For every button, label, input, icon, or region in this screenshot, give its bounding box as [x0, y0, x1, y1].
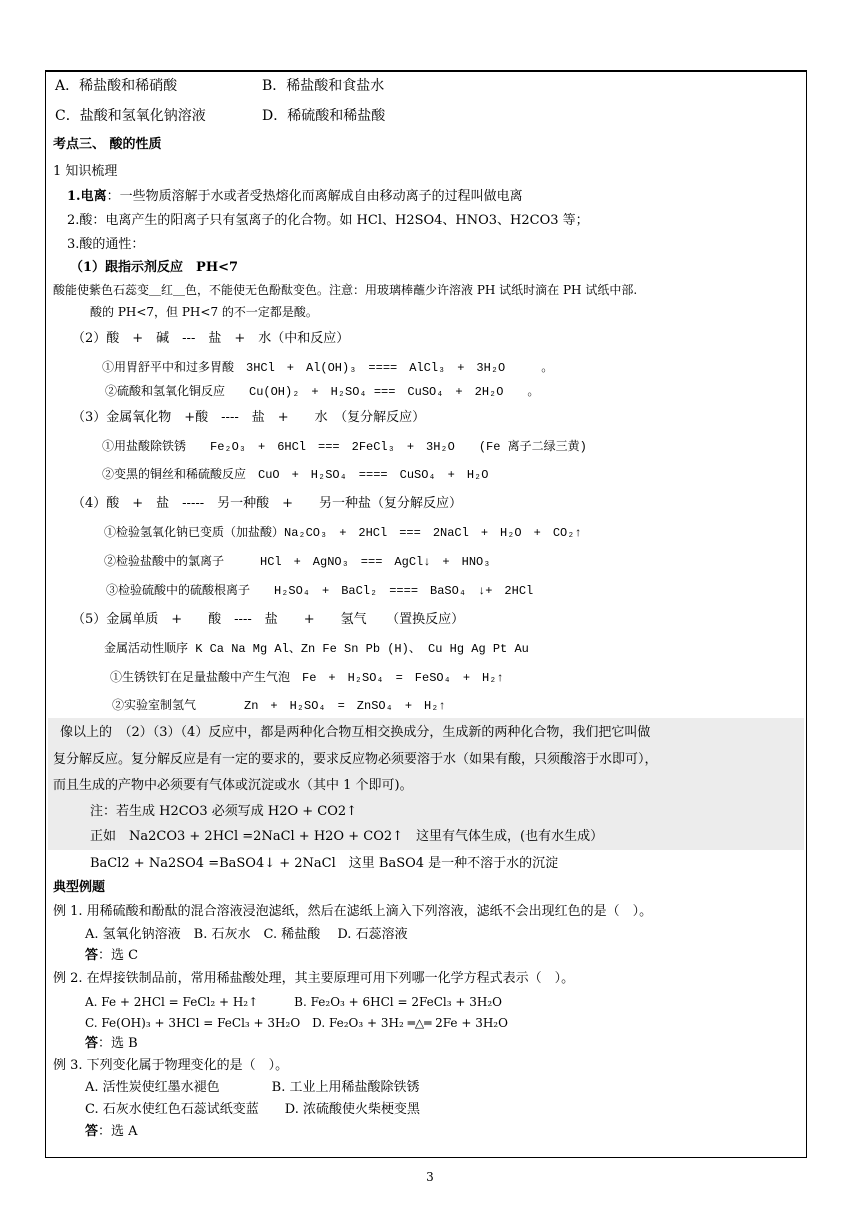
example1-answer	[85, 948, 138, 964]
p1-line2: 酸的 PH<7，但 PH<7 的不一定都是酸。	[90, 305, 318, 319]
p3-title: （3）金属氧化物 +酸 ---- 盐 + 水 （复分解反应）	[72, 410, 426, 425]
example3-options-cd: C. 石灰水使红色石蕊试纸变蓝 D. 浓硫酸使火柴梗变黑	[85, 1102, 420, 1117]
p5-order: 金属活动性顺序 K Ca Na Mg Al、Zn Fe Sn Pb (H)、 Cu Hg Ag Pt Au	[104, 642, 529, 656]
p2-title: （2）酸 + 碱 --- 盐 + 水（中和反应）	[72, 331, 350, 346]
example3-question: 例 3. 下列变化属于物理变化的是（ ）。	[53, 1058, 289, 1073]
p1-line1: 酸能使紫色石蕊变＿红＿色，不能使无色酚酞变色。注意：用玻璃棒蘸少许溶液 PH 试纸时滴在 PH 试纸中部.	[53, 283, 638, 297]
p5-title: （5）金属单质 + 酸 ---- 盐 + 氢气 （置换反应）	[72, 612, 465, 627]
example2-answer	[85, 1036, 138, 1052]
p3-eq2: ②变黑的铜丝和稀硫酸反应 CuO + H₂SO₄ ==== CuSO₄ + H₂O	[102, 468, 489, 482]
p4-eq3: ③检验硫酸中的硫酸根离子 H₂SO₄ + BaCl₂ ==== BaSO₄ ↓+ 2HCl	[106, 584, 534, 598]
def1	[67, 189, 523, 205]
answer-text: ：选 B	[98, 1036, 138, 1051]
option-d: D．稀硫酸和稀盐酸	[262, 108, 386, 124]
example1-question: 例 1. 用稀硫酸和酚酞的混合溶液浸泡滤纸，然后在滤纸上滴入下列溶液，滤纸不会出现红色的是（ ）。	[53, 904, 653, 919]
example2-question: 例 2. 在焊接铁制品前，常用稀盐酸处理，其主要原理可用下列哪一化学方程式表示（ ）。	[53, 971, 575, 986]
example1-options: A. 氢氧化钠溶液 B. 石灰水 C. 稀盐酸 D. 石蕊溶液	[85, 927, 408, 942]
p5-eq2: ②实验室制氢气 Zn + H₂SO₄ = ZnSO₄ + H₂↑	[112, 699, 446, 713]
p2-eq1: ①用胃舒平中和过多胃酸 3HCl + Al(OH)₃ ==== AlCl₃ + 3H₂O 。	[102, 361, 554, 375]
note-line1: 像以上的 （2）（3）（4）反应中，都是两种化合物互相交换成分，生成新的两种化合物，我们把它叫做	[60, 725, 651, 740]
answer-label: 答	[85, 948, 99, 963]
p1-title: （1）跟指示剂反应 PH<7	[70, 260, 239, 275]
p4-eq1: ①检验氢氧化钠已变质（加盐酸）Na₂CO₃ + 2HCl === 2NaCl + H₂O + CO₂↑	[104, 526, 582, 540]
def3: 3.酸的通性：	[67, 237, 145, 252]
note-line6: BaCl2 + Na2SO4 =BaSO4↓ + 2NaCl 这里 BaSO4 是一种不溶于水的沉淀	[90, 856, 559, 871]
example3-answer	[85, 1124, 138, 1140]
def2: 2.酸：电离产生的阳离子只有氢离子的化合物。如 HCl、H2SO4、HNO3、H2CO3 等；	[67, 213, 589, 228]
def1-text: ：一些物质溶解于水或者受热熔化而离解成自由移动离子的过程叫做电离	[106, 189, 523, 204]
answer-label: 答	[85, 1124, 99, 1139]
note-line5: 正如 Na2CO3 + 2HCl =2NaCl + H2O + CO2↑ 这里有气体生成，(也有水生成）	[90, 829, 604, 844]
option-c: C．盐酸和氢氧化钠溶液	[55, 108, 206, 124]
option-a: A．稀盐酸和稀硝酸	[55, 78, 178, 94]
page-number: 3	[426, 1170, 434, 1184]
examples-heading: 典型例题	[53, 880, 106, 895]
option-b: B．稀盐酸和食盐水	[262, 78, 385, 94]
section-heading: 考点三、 酸的性质	[53, 137, 162, 152]
note-line3: 而且生成的产物中必须要有气体或沉淀或水（其中 1 个即可)。	[53, 778, 413, 793]
p4-eq2: ②检验盐酸中的氯离子 HCl + AgNO₃ === AgCl↓ + HNO₃	[104, 555, 491, 569]
p2-eq2: ②硫酸和氢氧化铜反应 Cu(OH)₂ + H₂SO₄ === CuSO₄ + 2H₂O 。	[105, 385, 540, 399]
answer-text: ：选 C	[98, 948, 139, 963]
def1-label: 1.电离	[67, 189, 107, 204]
example2-options-cd: C. Fe(OH)₃ + 3HCl = FeCl₃ + 3H₂O D. Fe₂O₃ + 3H₂ ═△═ 2Fe + 3H₂O	[85, 1016, 508, 1030]
example3-options-ab: A. 活性炭使红墨水褪色 B. 工业上用稀盐酸除铁锈	[85, 1080, 420, 1095]
note-line4: 注：若生成 H2CO3 必须写成 H2O + CO2↑	[90, 804, 358, 819]
section-sub: 1 知识梳理	[53, 164, 118, 179]
answer-text: ：选 A	[98, 1124, 138, 1139]
p3-eq1: ①用盐酸除铁锈 Fe₂O₃ + 6HCl === 2FeCl₃ + 3H₂O (Fe 离子二绿三黄)	[102, 440, 587, 454]
example2-options-ab: A. Fe + 2HCl = FeCl₂ + H₂↑ B. Fe₂O₃ + 6HCl = 2FeCl₃ + 3H₂O	[85, 995, 503, 1009]
p4-title: （4）酸 + 盐 ----- 另一种酸 + 另一种盐（复分解反应）	[72, 496, 463, 511]
note-line2: 复分解反应。复分解反应是有一定的要求的，要求反应物必须要溶于水（如果有酸，只须酸溶于水即可），	[53, 752, 658, 767]
answer-label: 答	[85, 1036, 99, 1051]
p5-eq1: ①生锈铁钉在足量盐酸中产生气泡 Fe + H₂SO₄ = FeSO₄ + H₂↑	[110, 671, 504, 685]
